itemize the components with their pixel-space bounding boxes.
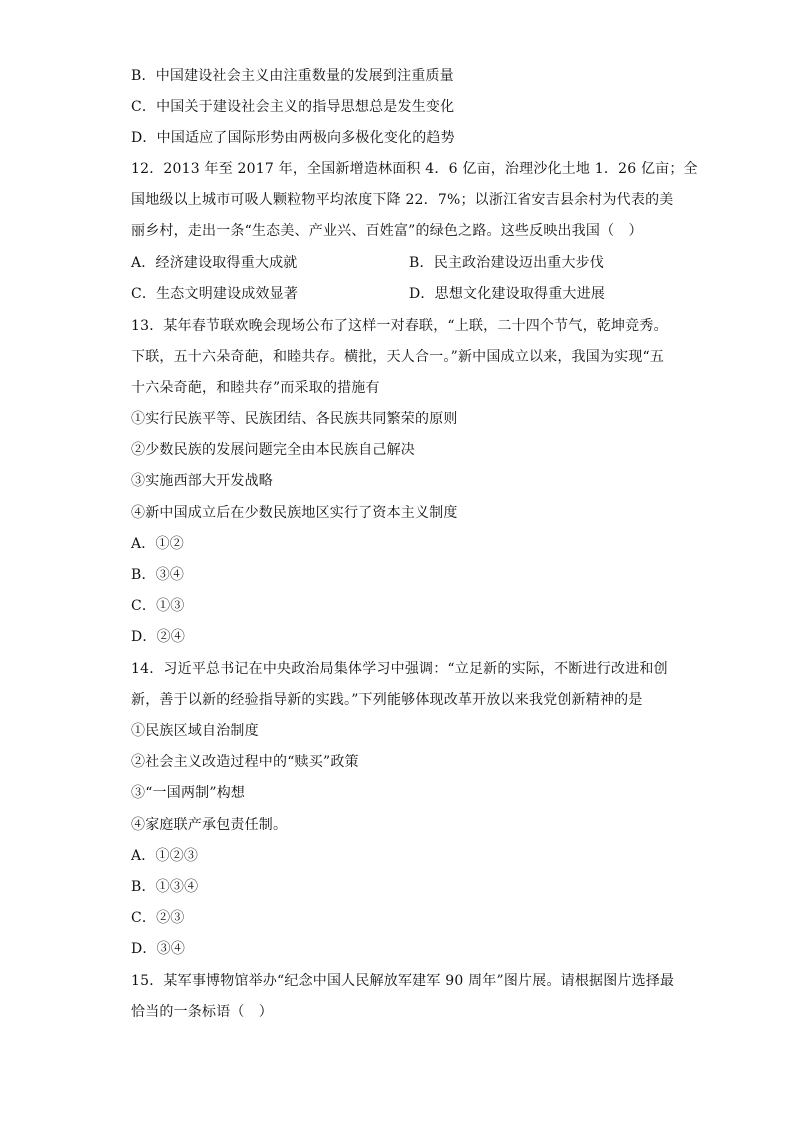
q13-statement-1: ①实行民族平等、民族团结、各民族共同繁荣的原则 — [131, 411, 458, 427]
q12-option-b: B．民主政治建设迈出重大步伐 — [409, 255, 605, 271]
q13-option-a: A．①② — [131, 536, 184, 552]
q14-option-d: D．③④ — [131, 941, 186, 957]
q13-option-c: C．①③ — [131, 598, 185, 614]
q14-statement-4: ④家庭联产承包责任制。 — [131, 817, 288, 833]
q13-stem-line-2: 下联，五十六朵奇葩，和睦共存。横批，天人合一。”新中国成立以来，我国为实现“五 — [131, 349, 665, 365]
q14-option-b: B．①③④ — [131, 879, 199, 895]
q12-stem-line-3: 丽乡村，走出一条“生态美、产业兴、百姓富”的绿色之路。这些反映出我国（ ） — [131, 223, 643, 239]
q12-stem-line-1: 12．2013 年至 2017 年，全国新增造林面积 4．6 亿亩，治理沙化土地 1．26 亿亩；全 — [131, 161, 698, 177]
q14-option-a: A．①②③ — [131, 848, 199, 864]
q14-statement-3: ③“一国两制”构想 — [131, 785, 246, 801]
q14-statement-2: ②社会主义改造过程中的“赎买”政策 — [131, 754, 359, 770]
q11-option-c: C．中国关于建设社会主义的指导思想总是发生变化 — [131, 99, 455, 115]
q14-statement-1: ①民族区域自治制度 — [131, 723, 259, 739]
q13-stem-line-1: 13．某年春节联欢晚会现场公布了这样一对春联，“上联，二十四个节气，乾坤竞秀。 — [131, 318, 668, 334]
q13-statement-3: ③实施西部大开发战略 — [131, 473, 273, 489]
q14-stem-line-1: 14．习近平总书记在中央政治局集体学习中强调：“立足新的实际，不断进行改进和创 — [131, 661, 668, 677]
q15-stem-line-1: 15．某军事博物馆举办“纪念中国人民解放军建军 90 周年”图片展。请根据图片选择最 — [131, 973, 675, 989]
q13-stem-line-3: 十六朵奇葩，和睦共存”而采取的措施有 — [131, 380, 380, 396]
q13-option-d: D．②④ — [131, 629, 186, 645]
q13-statement-4: ④新中国成立后在少数民族地区实行了资本主义制度 — [131, 505, 458, 521]
q11-option-d: D．中国适应了国际形势由两极向多极化变化的趋势 — [131, 130, 455, 146]
q12-stem-line-2: 国地级以上城市可吸人颗粒物平均浓度下降 22．7%；以浙江省安吉县余村为代表的美 — [131, 192, 674, 208]
q14-option-c: C．②③ — [131, 910, 185, 926]
q12-option-c: C．生态文明建设成效显著 — [131, 286, 299, 302]
q14-stem-line-2: 新，善于以新的经验指导新的实践。”下列能够体现改革开放以来我党创新精神的是 — [131, 692, 643, 708]
q12-option-a: A．经济建设取得重大成就 — [131, 255, 298, 271]
q13-option-b: B．③④ — [131, 567, 185, 583]
q12-option-d: D．思想文化建设取得重大进展 — [409, 286, 606, 302]
q15-stem-line-2: 恰当的一条标语（ ） — [131, 1004, 273, 1020]
q13-statement-2: ②少数民族的发展问题完全由本民族自己解决 — [131, 442, 415, 458]
q11-option-b: B．中国建设社会主义由注重数量的发展到注重质量 — [131, 68, 454, 84]
